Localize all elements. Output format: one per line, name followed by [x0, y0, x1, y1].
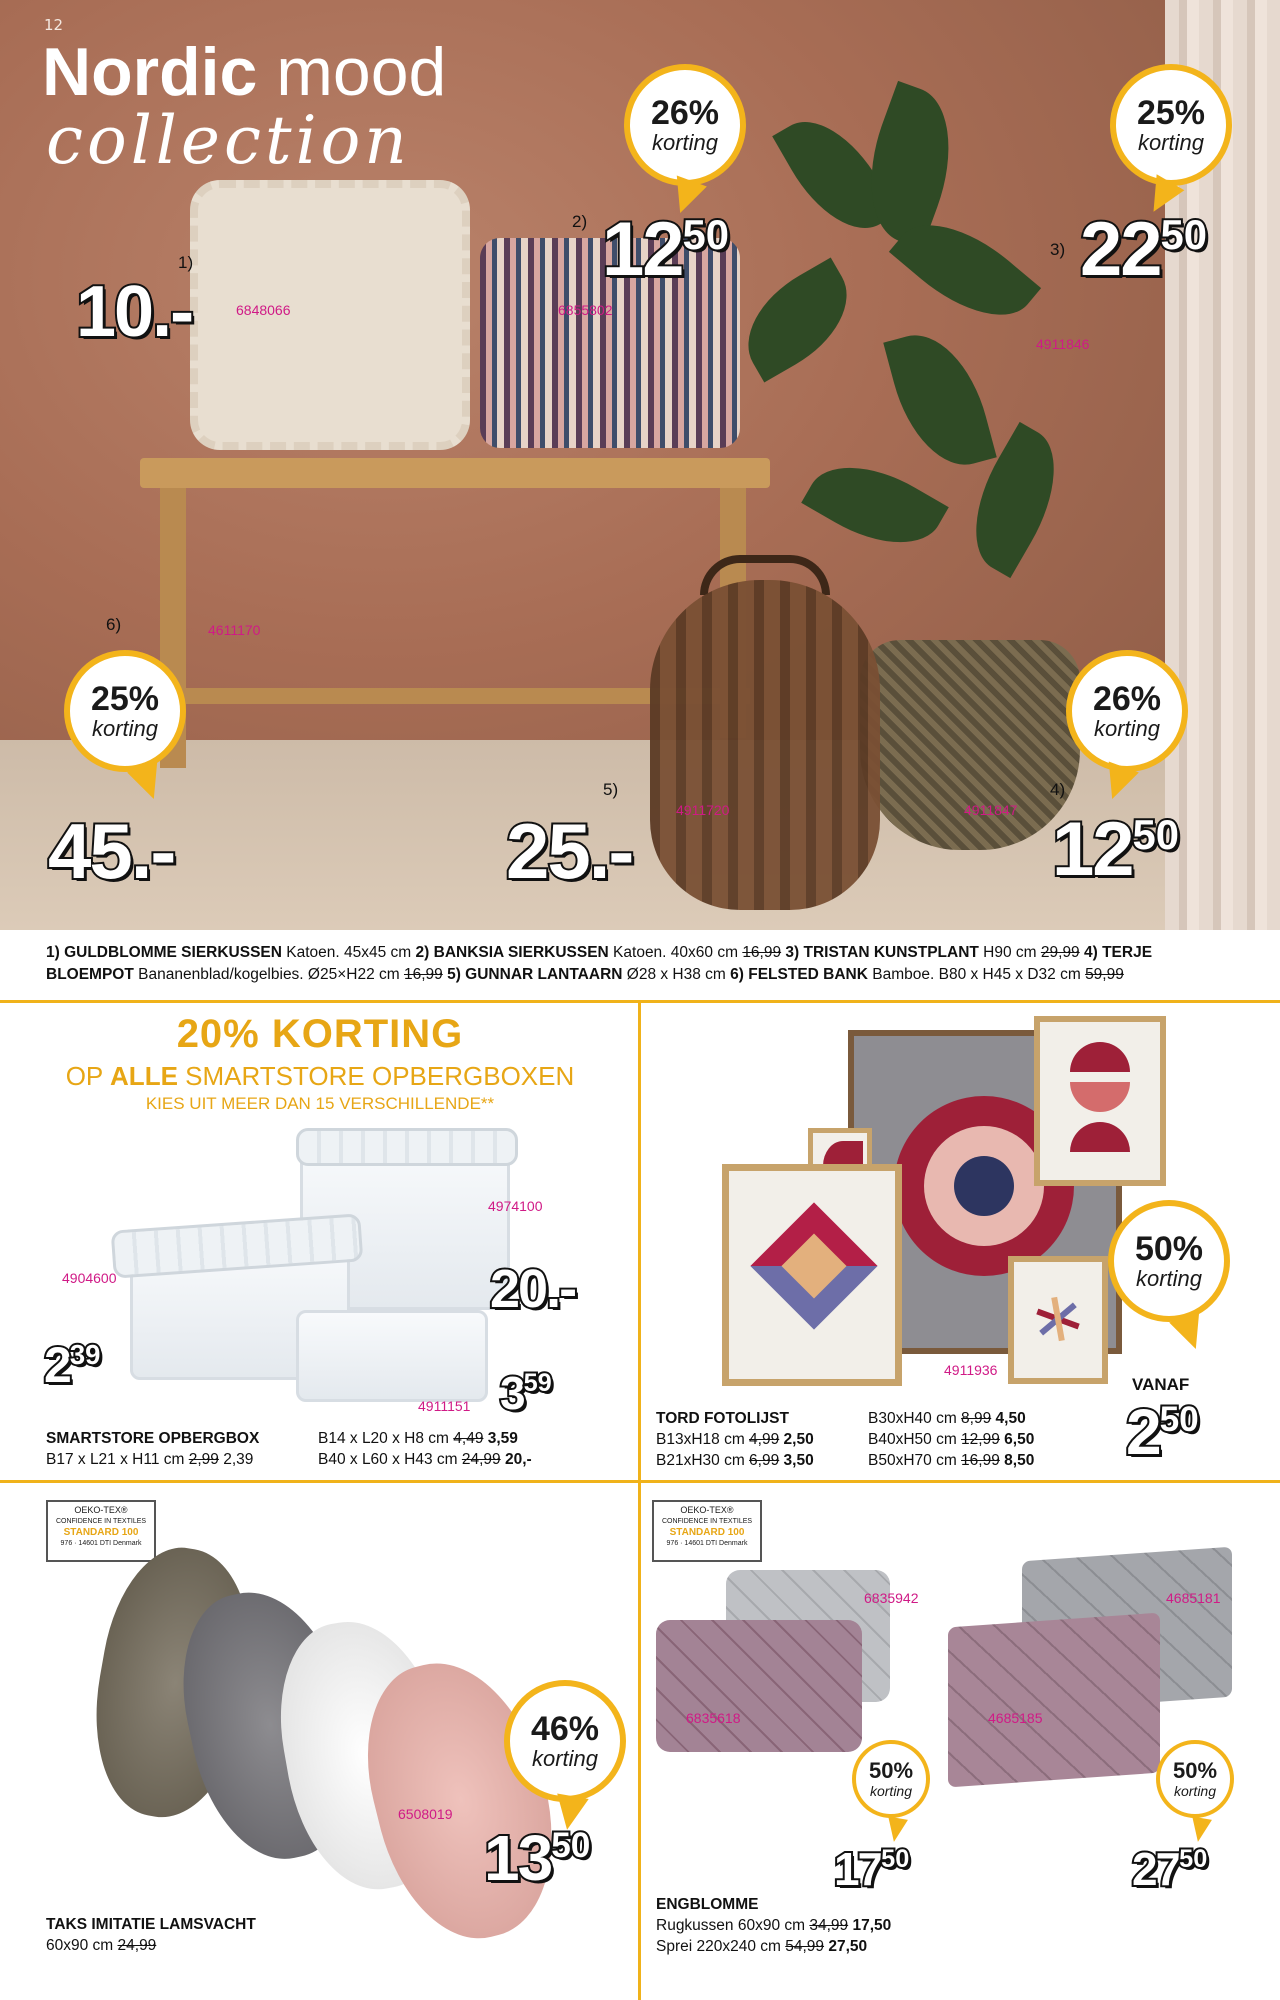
flower-pot [860, 640, 1080, 850]
article-code-6: 4611170 [208, 622, 261, 638]
page-number: 12 [44, 16, 64, 34]
discount-bubble-lamsvacht: 46% korting [504, 1680, 626, 1802]
promo-subline-2: KIES UIT MEER DAN 15 VERSCHILLENDE** [145, 1094, 495, 1113]
vanaf-label: VANAF [1132, 1375, 1190, 1394]
bedspread-mauve [948, 1613, 1160, 1788]
article-code-cushion-grey: 6835942 [864, 1590, 919, 1606]
product-number-6: 6) [106, 615, 122, 634]
cushion-white [190, 180, 470, 450]
fotolijst-caption-left: TORD FOTOLIJST B13xH18 cm 4,99 2,50 B21xH30 cm 6,99 3,50 [656, 1410, 814, 1469]
product-number-5: 5) [603, 780, 619, 799]
article-code-2: 6855802 [558, 302, 613, 318]
smartstore-promo-header [40, 1012, 600, 1114]
product-number-4: 4) [1050, 780, 1066, 799]
discount-bubble-bedspread: 50% korting [1156, 1740, 1234, 1818]
collection-title: Nordic mood [42, 34, 447, 110]
fotolijst-caption-right: B30xH40 cm 8,99 4,50 B40xH50 cm 12,99 6,50 B50xH70 cm 16,99 8,50 [868, 1410, 1035, 1469]
price-fotolijst: $2^{50}$ [1126, 1396, 1199, 1468]
discount-bubble-fotolijst: 50% korting [1108, 1200, 1230, 1322]
article-code-bedspread-mauve: 4685185 [988, 1710, 1043, 1726]
hero-scene [0, 0, 1280, 930]
smartstore-caption-right: B14 x L20 x H8 cm 4,49 3,59 B40 x L60 x H43 cm 24,99 20,- [318, 1430, 532, 1468]
article-code-box-large: 4974100 [488, 1198, 543, 1214]
product-number-1: 1) [178, 253, 194, 272]
price-bedspread: $27^{50}$ [1132, 1843, 1208, 1895]
discount-bubble-2: 26% korting [624, 64, 746, 186]
cushion-mauve [656, 1620, 862, 1752]
article-code-lamsvacht: 6508019 [398, 1806, 453, 1822]
article-code-fotolijst: 4911936 [944, 1362, 998, 1378]
price-box-small: $3^{59}$ [500, 1367, 552, 1419]
frame-arcs [1034, 1016, 1166, 1186]
storage-box-lid [296, 1128, 518, 1166]
price-5: 25.- [506, 807, 633, 895]
oeko-tex-badge: OEKO-TEX® CONFIDENCE IN TEXTILES STANDARD 100 976 · 14601 DTI Denmark [46, 1500, 156, 1562]
divider [638, 1000, 641, 2000]
discount-bubble-cushion: 50% korting [852, 1740, 930, 1818]
smartstore-caption-left: SMARTSTORE OPBERGBOX B17 x L21 x H11 cm 2,99 2,39 [46, 1430, 260, 1468]
product-number-3: 3) [1050, 240, 1066, 259]
article-code-box-small: 4911151 [418, 1398, 471, 1414]
price-3: $22^{50}$ [1080, 207, 1208, 292]
price-cushion: $17^{50}$ [834, 1843, 910, 1895]
price-6: 45.- [48, 807, 175, 895]
lamsvacht-caption: TAKS IMITATIE LAMSVACHT 60x90 cm 24,99 [46, 1916, 256, 1954]
article-code-1: 6848066 [236, 302, 291, 318]
hero-product-descriptions: 1) GULDBLOMME SIERKUSSEN Katoen. 45x45 cm 2) BANKSIA SIERKUSSEN Katoen. 40x60 cm 16,99 3) TRISTAN KUNSTPLANT H90 cm 29,99 4) TERJE BLOEMPOT Bananenblad/kogelbies. Ø25×H22 cm 16,99 5) GUNNAR LANTAARN Ø28 x H38 cm 6) FELSTED BANK Bamboe. B80 x H45 x D32 cm 59,99 [0, 930, 1280, 996]
price-1: 10.- [76, 272, 193, 352]
article-code-3: 4911846 [1036, 336, 1090, 352]
discount-bubble-4: 26% korting [1066, 650, 1188, 772]
frame-diamond [722, 1164, 902, 1386]
article-code-4: 4911847 [964, 802, 1018, 818]
price-4: $12^{50}$ [1052, 807, 1180, 892]
plant-leaf [801, 442, 949, 568]
price-box-large: 20.- [490, 1259, 576, 1319]
lantern [650, 580, 880, 910]
product-number-2: 2) [572, 212, 588, 231]
engblomme-caption: ENGBLOMME Rugkussen 60x90 cm 34,99 17,50 Sprei 220x240 cm 54,99 27,50 [656, 1896, 892, 1955]
article-code-box-medium: 4904600 [62, 1270, 117, 1286]
oeko-tex-badge: OEKO-TEX® CONFIDENCE IN TEXTILES STANDARD 100 976 · 14601 DTI Denmark [652, 1500, 762, 1562]
price-lamsvacht: $13^{50}$ [484, 1822, 591, 1894]
bench-seat [140, 458, 770, 488]
promo-subline: OP ALLE SMARTSTORE OPBERGBOXEN [65, 1061, 575, 1091]
storage-box-small [296, 1310, 488, 1402]
article-code-bedspread-grey: 4685181 [1166, 1590, 1221, 1606]
price-box-medium: $2^{39}$ [44, 1337, 101, 1393]
article-code-cushion-mauve: 6835618 [686, 1710, 741, 1726]
plant-leaf [727, 258, 868, 383]
article-code-5: 4911720 [676, 802, 730, 818]
discount-bubble-6: 25% korting [64, 650, 186, 772]
promo-headline: 20% KORTING [176, 1012, 464, 1056]
plant-leaf [883, 322, 997, 478]
price-2: $12^{50}$ [602, 207, 730, 292]
discount-bubble-3: 25% korting [1110, 64, 1232, 186]
frame-star [1008, 1256, 1108, 1384]
collection-script: collection [46, 102, 411, 179]
